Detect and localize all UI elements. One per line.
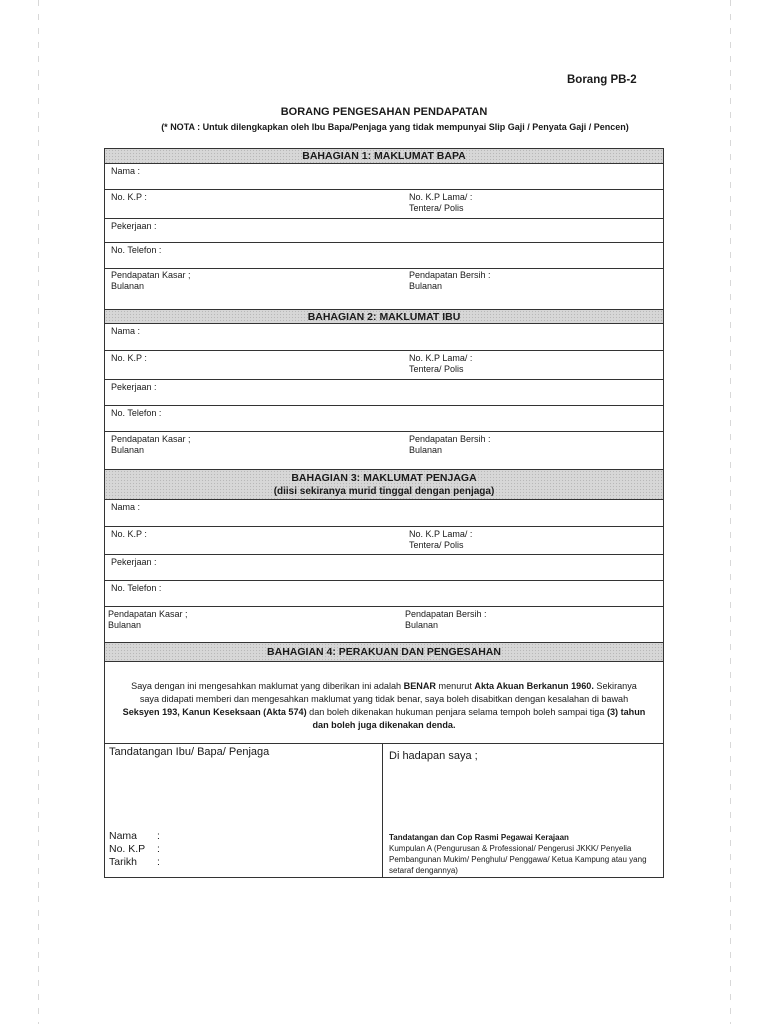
ibu-nama-row[interactable] [105,323,663,350]
official-caption-text: Kumpulan A (Pengurusan & Professional/ Pengerusi JKKK/ Penyelia Pembangunan Mukim/ Penghulu/ Penggawa/ Ketua Kampung atau yang setaraf dengannya) [389,844,647,875]
bapa-pendapatan-row[interactable] [105,268,663,309]
declaration-part-1: Saya dengan ini mengesahkan maklumat yang diberikan ini adalah [131,681,404,691]
section-2-header: BAHAGIAN 2: MAKLUMAT IBU [105,309,663,323]
section-4-header: BAHAGIAN 4: PERAKUAN DAN PENGESAHAN [105,642,663,661]
penjaga-nama-label: Nama : [111,502,141,512]
scan-edge-right [730,0,731,1024]
ibu-pendapatan-row[interactable] [105,431,663,469]
bapa-nama-label: Nama : [111,166,141,176]
ibu-pekerjaan-label: Pekerjaan : [111,382,157,392]
declaration-part-2: menurut [435,681,475,691]
sign-tarikh-label: Tarikh [109,856,138,868]
parent-signature-box[interactable] [105,744,383,877]
bapa-telefon-row[interactable] [105,242,663,268]
form-table [104,148,664,878]
section-3-header [105,469,663,499]
official-signature-box[interactable] [383,744,663,877]
penjaga-kp-row[interactable] [105,526,663,554]
sign-nama-label: Nama [109,830,138,842]
penjaga-telefon-row[interactable] [105,580,663,606]
bapa-kp-label: No. K.P : [111,192,147,202]
ibu-kp-row[interactable] [105,350,663,379]
declaration-part-3: Sekiranya saya didapati memberi dan mengesahkan maklumat yang tidak benar, saya boleh disabitkan dengan kesalahan di bawah [139,681,637,704]
declaration-bold-2: Akta Akuan Berkanun 1960. [474,681,594,691]
penjaga-telefon-label: No. Telefon : [111,583,162,593]
bapa-kp-lama-label: No. K.P Lama/ : Tentera/ Polis [409,192,473,213]
ibu-pekerjaan-row[interactable] [105,379,663,405]
parent-signature-title: Tandatangan Ibu/ Bapa/ Penjaga [109,746,270,758]
declaration-bold-3: Seksyen 193, Kanun Keseksaan (Akta 574) [122,707,307,717]
ibu-telefon-row[interactable] [105,405,663,431]
declaration-bold-1: BENAR [403,681,436,691]
sign-tarikh-colon: : [157,856,160,868]
bapa-kp-row[interactable] [105,189,663,218]
sign-kp-colon: : [157,843,160,855]
form-code: Borang PB-2 [567,74,637,86]
penjaga-kp-lama-label: No. K.P Lama/ : Tentera/ Polis [409,529,473,550]
penjaga-nama-row[interactable] [105,499,663,526]
penjaga-pendapatan-kasar-label: Pendapatan Kasar ; Bulanan [108,609,188,630]
bapa-telefon-label: No. Telefon : [111,245,162,255]
bapa-pekerjaan-row[interactable] [105,218,663,242]
sign-tarikh-line[interactable] [109,856,205,869]
ibu-telefon-label: No. Telefon : [111,408,162,418]
penjaga-pendapatan-row[interactable] [105,606,663,642]
scan-edge-left [38,0,39,1024]
penjaga-pendapatan-bersih-label: Pendapatan Bersih : Bulanan [405,609,487,630]
ibu-pendapatan-kasar-label: Pendapatan Kasar ; Bulanan [111,434,191,455]
official-signature-title: Di hadapan saya ; [389,750,478,762]
penjaga-pekerjaan-label: Pekerjaan : [111,557,157,567]
sign-nama-colon: : [157,830,160,842]
form-note: (* NOTA : Untuk dilengkapkan oleh Ibu Bapa/Penjaga yang tidak mempunyai Slip Gaji / Penyata Gaji / Pencen) [161,122,629,132]
official-caption [389,832,659,876]
bapa-pekerjaan-label: Pekerjaan : [111,221,157,231]
ibu-nama-label: Nama : [111,326,141,336]
bapa-nama-row[interactable] [105,163,663,189]
form-title: BORANG PENGESAHAN PENDAPATAN [280,106,488,118]
penjaga-pekerjaan-row[interactable] [105,554,663,580]
declaration-row [105,661,663,743]
ibu-kp-lama-label: No. K.P Lama/ : Tentera/ Polis [409,353,473,374]
sign-nama-line[interactable] [109,830,205,843]
signature-row [105,743,663,877]
section-1-header: BAHAGIAN 1: MAKLUMAT BAPA [105,149,663,163]
declaration-part-4: dan boleh dikenakan hukuman penjara selama tempoh boleh sampai tiga [306,707,607,717]
sign-kp-line[interactable] [109,843,205,856]
section-3-subtitle: (diisi sekiranya murid tinggal dengan penjaga) [273,486,495,497]
declaration-bold-4: (3) tahun dan boleh juga dikenakan denda. [312,707,646,730]
sign-kp-label: No. K.P [109,843,146,855]
section-3-title: BAHAGIAN 3: MAKLUMAT PENJAGA [291,472,477,484]
declaration-text [105,662,663,732]
ibu-pendapatan-bersih-label: Pendapatan Bersih : Bulanan [409,434,491,455]
parent-signature-fields [109,830,205,869]
bapa-pendapatan-kasar-label: Pendapatan Kasar ; Bulanan [111,270,191,291]
official-caption-bold: Tandatangan dan Cop Rasmi Pegawai Kerajaan [389,833,569,842]
bapa-pendapatan-bersih-label: Pendapatan Bersih : Bulanan [409,270,491,291]
ibu-kp-label: No. K.P : [111,353,147,363]
penjaga-kp-label: No. K.P : [111,529,147,539]
